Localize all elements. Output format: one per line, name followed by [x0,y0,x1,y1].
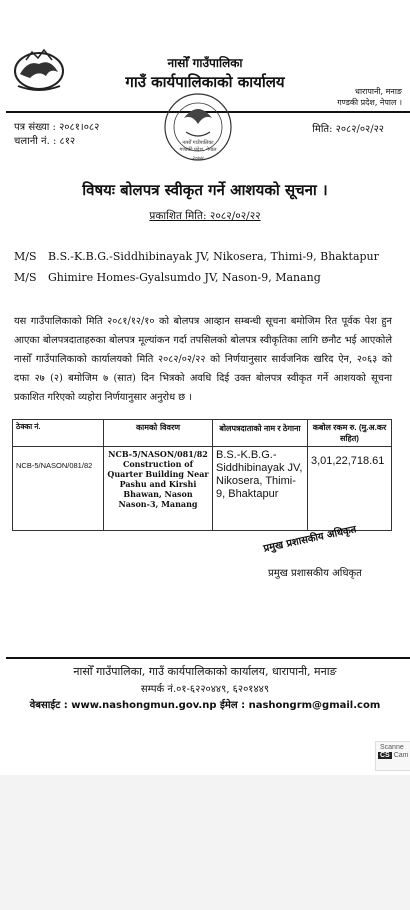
tender-table [12,419,392,531]
bidder-prefix: M/S [14,250,37,263]
bidder-name: Ghimire Homes-Gyalsumdo JV, Nason-9, Manang [48,271,321,284]
table-row [13,447,392,531]
dispatch-number: चलानी नं. : ८१२ [14,136,76,147]
header-bidder: बोलपत्रदाताको नाम र ठेगाना [213,420,308,447]
official-stamp: प्रमुख प्रशासकीय अधिकृत [262,524,358,555]
office-seal [156,90,240,164]
letter-date: मिति: २०८२/०२/२२ [312,124,384,135]
header-amount: कबोल रकम रु. (मु.अ.कर सहित) [308,420,392,447]
signatory-title: प्रमुख प्रशासकीय अधिकृत [268,568,362,579]
footer-divider [6,657,410,659]
seal-line1: नासोँ गाउँपालिका [182,140,214,146]
header-description: कामको विवरण [104,420,213,447]
scanner-label: Scanne [380,744,404,751]
seal-year: २०७४ [192,156,204,162]
bidder-line [14,271,329,284]
office-address [337,86,402,108]
letter-number: पत्र संख्या : २०८१।०८२ [14,122,100,133]
notice-body: यस गाउँपालिकाको मिति २०८१/१२/१० को बोलपत्र आव्हान सम्बन्धी सूचना बमोजिम रित पूर्वक पेश हुन आएका बोलपत्रदाताहरुका बोलपत्र मूल्यांकन गर्दा तपसिलको बोलपत्र स्वीकृतिका लागि छनौट भई आएकोले नासोँ गाउँपालिकाको कार्यालयको मिति २०८२/०२/२२ को निर्णयानुसार सार्वजनिक खरिद ऐन, २०६३ को दफा २७ (२) बमोजिम ७ (सात) दिन भित्रको अवधि दिई उक्त बोलपत्र स्वीकृत गर्ने आशयको सूचना प्रकाशित गरिएको व्यहोरा निर्णयानुसार अनुरोध छ । [14,316,392,403]
table-header-row [13,420,392,447]
footer-contact: सम्पर्क नं.०१-६२२०४४९, ६२०१४४९ [140,684,270,695]
footer-address: नासोँ गाउँपालिका, गाउँ कार्यपालिकाको कार्यालय, धारापानी, मनाङ [73,665,337,678]
cell-contract-no: NCB-5/NASON/081/82 [13,447,104,531]
header-contract-no: ठेक्का नं. [13,420,104,447]
bidder-line [14,250,387,263]
cell-bidder: B.S.-K.B.G.-Siddhibinayak JV, Nikosera, Thimi-9, Bhaktapur [213,447,308,531]
seal-line2: गण्डकी प्रदेश, नेपाल [179,147,217,153]
cell-description: NCB-5/NASON/081/82 Construction of Quarter Building Near Pashu and Kirshi Bhawan, Nason Nason-3, Manang [104,447,213,531]
scanner-brand-suffix: Cam [393,752,409,759]
scanner-brand-row [376,752,410,759]
office-name: नासोँ गाउँपालिका [167,56,243,70]
footer-web-email: वेबसाईट : www.nashongmun.gov.np ईमेल : nashongrm@gmail.com [29,700,381,711]
bidder-name: B.S.-K.B.G.-Siddhibinayak JV, Nikosera, Thimi-9, Bhaktapur [48,250,379,263]
address-line1: धारापानी, मनाङ [355,87,402,96]
cell-amount: 3,01,22,718.61 [308,447,392,531]
bidder-prefix: M/S [14,271,37,284]
camscanner-icon: CS [380,752,390,759]
notice-subject: विषयः बोलपत्र स्वीकृत गर्ने आशयको सूचना । [82,181,328,199]
published-date: प्रकाशित मिति: २०८२/०२/२२ [149,210,261,222]
office-title: गाउँ कार्यपालिकाको कार्यालय [125,73,285,91]
address-line2: गण्डकी प्रदेश, नेपाल । [337,98,402,107]
scanner-watermark [375,741,410,771]
